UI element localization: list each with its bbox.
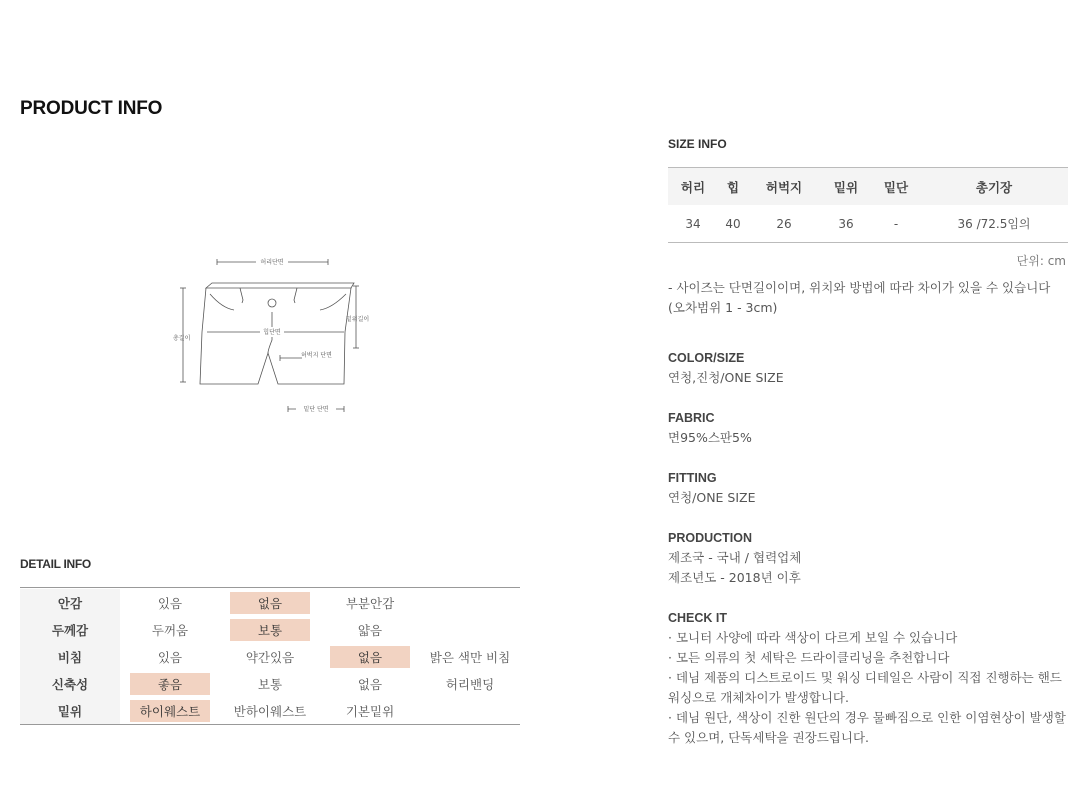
production-heading: PRODUCTION: [668, 531, 753, 545]
size-note-line: - 사이즈는 단면길이이며, 위치와 방법에 따라 차이가 있을 수 있습니다: [668, 280, 1051, 295]
page-title: PRODUCT INFO: [20, 98, 163, 119]
detail-option-selected: 좋음: [130, 673, 210, 695]
size-col-header: 허리: [668, 168, 718, 206]
detail-option: 없음: [357, 676, 383, 692]
detail-row-label: 안감: [20, 589, 120, 616]
size-col-header: 밑위: [820, 168, 872, 206]
size-value: 36 /72.5임의: [920, 205, 1068, 243]
detail-option: 두꺼움: [151, 622, 189, 638]
color-size-section: [668, 348, 1068, 388]
waist-label: 허리단면: [260, 259, 284, 266]
detail-option: 밝은 색만 비침: [429, 649, 511, 665]
detail-row: [20, 697, 520, 724]
detail-option: 반하이웨스트: [233, 703, 307, 719]
hip-label: 힙단면: [263, 329, 281, 336]
check-it-line: · 데님 제품의 디스트로이드 및 워싱 디테일은 사람이 직접 진행하는 핸드: [668, 670, 1062, 685]
detail-option: [430, 592, 510, 614]
detail-info-heading: DETAIL INFO: [20, 557, 91, 571]
size-value: -: [872, 205, 920, 243]
size-info-heading: SIZE INFO: [668, 137, 727, 151]
fitting-heading: FITTING: [668, 471, 717, 485]
check-it-line: 수 있으며, 단독세탁을 권장드립니다.: [668, 730, 869, 745]
hem-label: 밑단 단면: [303, 406, 329, 413]
detail-option: 있음: [157, 649, 183, 665]
size-value: 36: [820, 205, 872, 243]
detail-option-selected: 없음: [330, 646, 410, 668]
size-value: 40: [718, 205, 748, 243]
detail-option: 얇음: [357, 622, 383, 638]
production-section: [668, 528, 1068, 588]
detail-row: [20, 670, 520, 697]
detail-option-selected: 없음: [230, 592, 310, 614]
fabric-section: [668, 408, 1068, 448]
fitting-value: 연청/ONE SIZE: [668, 490, 756, 505]
size-unit: 단위: cm: [1016, 254, 1066, 268]
thigh-label: 허벅지 단면: [301, 352, 332, 359]
detail-option-selected: 하이웨스트: [130, 700, 210, 722]
detail-row-label: 신축성: [20, 670, 120, 697]
production-line: 제조국 - 국내 / 협력업체: [668, 550, 802, 565]
color-size-heading: COLOR/SIZE: [668, 351, 745, 365]
detail-info-table: [20, 587, 520, 725]
fitting-section: [668, 468, 1068, 508]
size-info-table: [668, 167, 1068, 243]
check-it-heading: CHECK IT: [668, 611, 728, 625]
check-it-section: [668, 608, 1068, 748]
color-size-value: 연청,진청/ONE SIZE: [668, 370, 784, 385]
size-note: [668, 278, 1068, 318]
detail-option: [430, 700, 510, 722]
check-it-line: · 데님 원단, 색상이 진한 원단의 경우 물빠짐으로 인한 이염현상이 발생할: [668, 710, 1066, 725]
size-value-row: [668, 205, 1068, 243]
size-value: 26: [748, 205, 820, 243]
detail-row: [20, 643, 520, 670]
check-it-line: · 모든 의류의 첫 세탁은 드라이클리닝을 추천합니다: [668, 650, 950, 665]
detail-option: 기본밑위: [345, 703, 395, 719]
size-note-line: (오차범위 1 - 3cm): [668, 300, 778, 315]
size-col-header: 허벅지: [748, 168, 820, 206]
detail-option-selected: 보통: [230, 619, 310, 641]
detail-row-label: 밑위: [20, 697, 120, 724]
size-value: 34: [668, 205, 718, 243]
size-col-header: 힙: [718, 168, 748, 206]
total-length-label: 총길이: [173, 335, 191, 342]
detail-option: 허리밴딩: [445, 676, 495, 692]
fabric-value: 면95%스판5%: [668, 430, 752, 445]
detail-row-label: 비침: [20, 643, 120, 670]
production-line: 제조년도 - 2018년 이후: [668, 570, 801, 585]
check-it-line: · 모니터 사양에 따라 색상이 다르게 보일 수 있습니다: [668, 630, 958, 645]
detail-row-label: 두께감: [20, 616, 120, 643]
detail-row: [20, 589, 520, 616]
detail-row: [20, 616, 520, 643]
fabric-heading: FABRIC: [668, 411, 715, 425]
check-it-line: 워싱으로 개체차이가 발생합니다.: [668, 690, 849, 705]
detail-option: 있음: [157, 595, 183, 611]
detail-option: 보통: [257, 676, 283, 692]
detail-option: 부분안감: [345, 595, 395, 611]
size-col-header: 밑단: [872, 168, 920, 206]
size-col-header: 총기장: [920, 168, 1068, 206]
rise-label: 밑위길이: [346, 316, 370, 323]
size-header-row: [668, 168, 1068, 206]
detail-option: 약간있음: [245, 649, 295, 665]
detail-option: [430, 619, 510, 641]
shorts-measurement-diagram: [160, 250, 390, 425]
